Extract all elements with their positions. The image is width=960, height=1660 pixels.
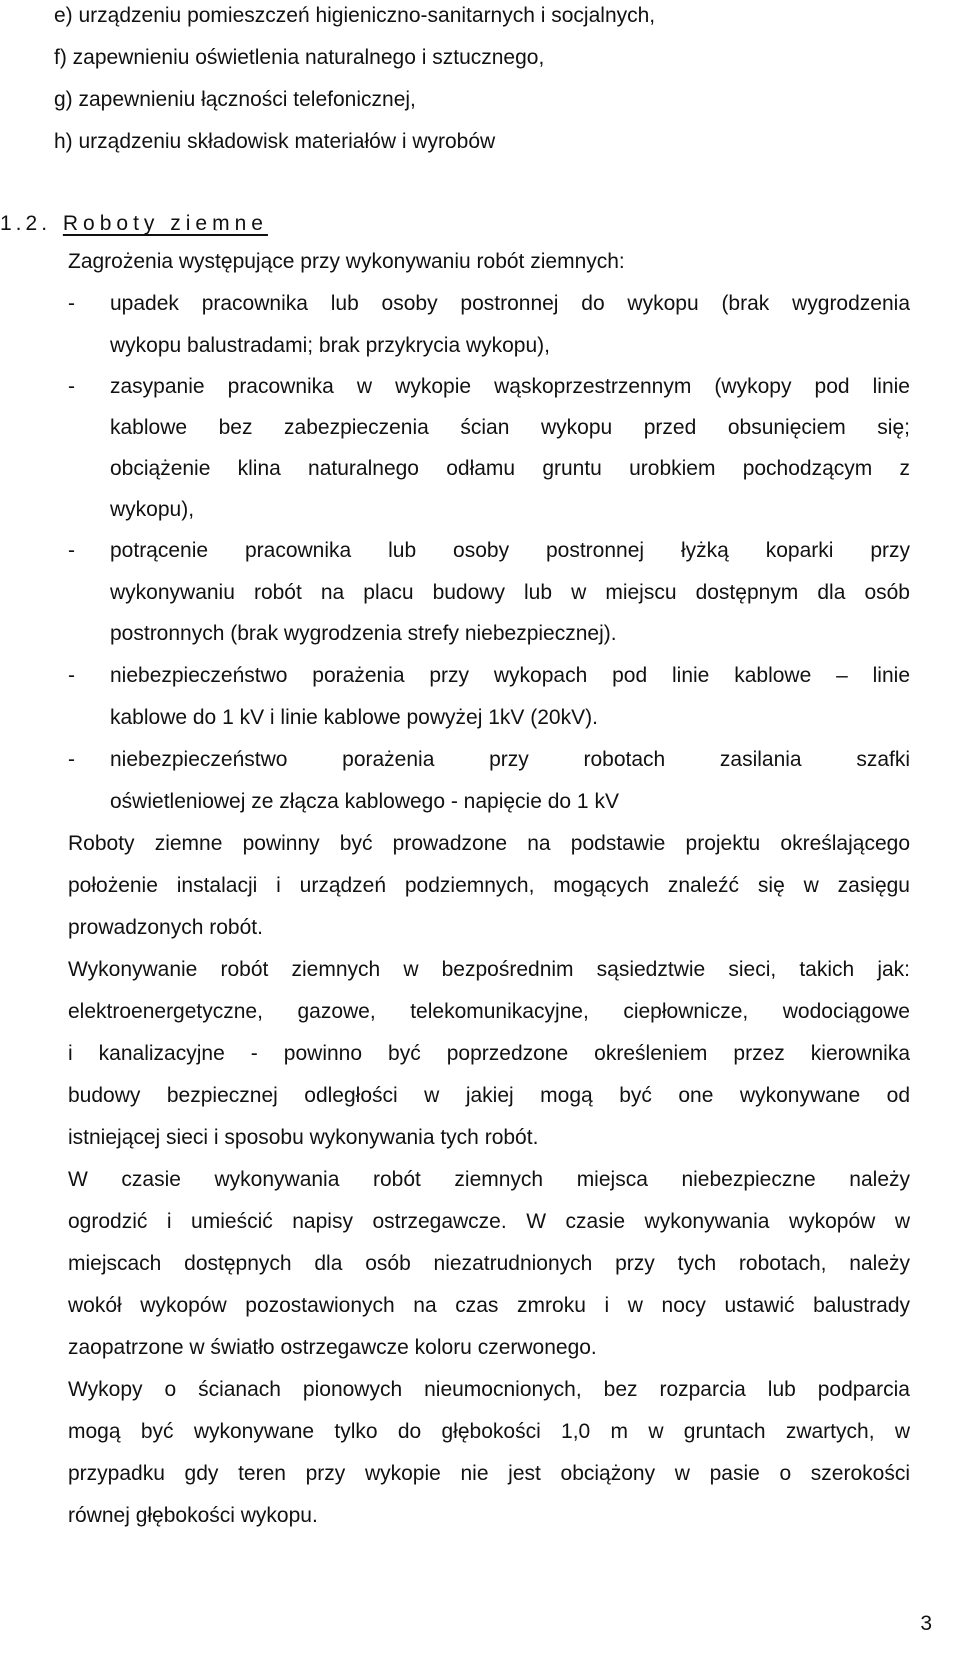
hazard-line: niebezpieczeństwo porażenia przy robotach zasilania szafki: [110, 748, 910, 771]
paragraph-line: elektroenergetyczne, gazowe, telekomunikacyjne, ciepłownicze, wodociągowe: [68, 1000, 910, 1023]
paragraph-line: wokół wykopów pozostawionych na czas zmroku i w nocy ustawić balustrady: [68, 1294, 910, 1317]
list-item: h) urządzeniu składowisk materiałów i wyrobów: [54, 130, 496, 153]
hazard-line: upadek pracownika lub osoby postronnej do wykopu (brak wygrodzenia: [110, 292, 910, 315]
hazard-line: oświetleniowej ze złącza kablowego - napięcie do 1 kV: [110, 790, 619, 813]
section-heading: [0, 210, 268, 238]
hazards-intro: Zagrożenia występujące przy wykonywaniu robót ziemnych:: [68, 250, 625, 273]
section-title: Roboty ziemne: [62, 212, 268, 235]
hazard-line: niebezpieczeństwo porażenia przy wykopach pod linie kablowe – linie: [110, 664, 910, 687]
paragraph-line: równej głębokości wykopu.: [68, 1504, 318, 1527]
list-item: g) zapewnieniu łączności telefonicznej,: [54, 88, 416, 111]
hazard-line: wykopu),: [110, 498, 195, 521]
page-number: 3: [920, 1612, 932, 1635]
paragraph-line: prowadzonych robót.: [68, 916, 263, 939]
paragraph-line: przypadku gdy teren przy wykopie nie jest obciążony w pasie o szerokości: [68, 1462, 910, 1485]
hazard-line: kablowe do 1 kV i linie kablowe powyżej 1kV (20kV).: [110, 706, 598, 729]
paragraph-line: ogrodzić i umieścić napisy ostrzegawcze. W czasie wykonywania wykopów w: [68, 1210, 910, 1233]
list-bullet: -: [68, 375, 75, 398]
paragraph-line: istniejącej sieci i sposobu wykonywania tych robót.: [68, 1126, 539, 1149]
paragraph-line: miejscach dostępnych dla osób niezatrudnionych przy tych robotach, należy: [68, 1252, 910, 1275]
hazard-line: potrącenie pracownika lub osoby postronnej łyżką koparki przy: [110, 539, 910, 562]
paragraph-line: położenie instalacji i urządzeń podziemnych, mogących znaleźć się w zasięgu: [68, 874, 910, 897]
paragraph-line: Wykopy o ścianach pionowych nieumocnionych, bez rozparcia lub podparcia: [68, 1378, 910, 1401]
paragraph-line: zaopatrzone w światło ostrzegawcze koloru czerwonego.: [68, 1336, 597, 1359]
list-item: e) urządzeniu pomieszczeń higieniczno-sanitarnych i socjalnych,: [54, 4, 656, 27]
hazard-line: wykonywaniu robót na placu budowy lub w miejscu dostępnym dla osób: [110, 581, 910, 604]
paragraph-line: W czasie wykonywania robót ziemnych miejsca niebezpieczne należy: [68, 1168, 910, 1191]
list-bullet: -: [68, 748, 75, 771]
section-number: 1.2.: [0, 212, 52, 235]
hazard-line: postronnych (brak wygrodzenia strefy niebezpiecznej).: [110, 622, 617, 645]
list-bullet: -: [68, 292, 75, 315]
paragraph-line: Wykonywanie robót ziemnych w bezpośrednim sąsiedztwie sieci, takich jak:: [68, 958, 910, 981]
hazard-line: zasypanie pracownika w wykopie wąskoprzestrzennym (wykopy pod linie: [110, 375, 910, 398]
list-bullet: -: [68, 539, 75, 562]
paragraph-line: i kanalizacyjne - powinno być poprzedzone określeniem przez kierownika: [68, 1042, 910, 1065]
hazard-line: obciążenie klina naturalnego odłamu gruntu urobkiem pochodzącym z: [110, 457, 910, 480]
paragraph-line: mogą być wykonywane tylko do głębokości 1,0 m w gruntach zwartych, w: [68, 1420, 910, 1443]
paragraph-line: Roboty ziemne powinny być prowadzone na podstawie projektu określającego: [68, 832, 910, 855]
list-item: f) zapewnieniu oświetlenia naturalnego i sztucznego,: [54, 46, 545, 69]
list-bullet: -: [68, 664, 75, 687]
paragraph-line: budowy bezpiecznej odległości w jakiej mogą być one wykonywane od: [68, 1084, 910, 1107]
hazard-line: wykopu balustradami; brak przykrycia wykopu),: [110, 334, 550, 357]
hazard-line: kablowe bez zabezpieczenia ścian wykopu przed obsunięciem się;: [110, 416, 910, 439]
